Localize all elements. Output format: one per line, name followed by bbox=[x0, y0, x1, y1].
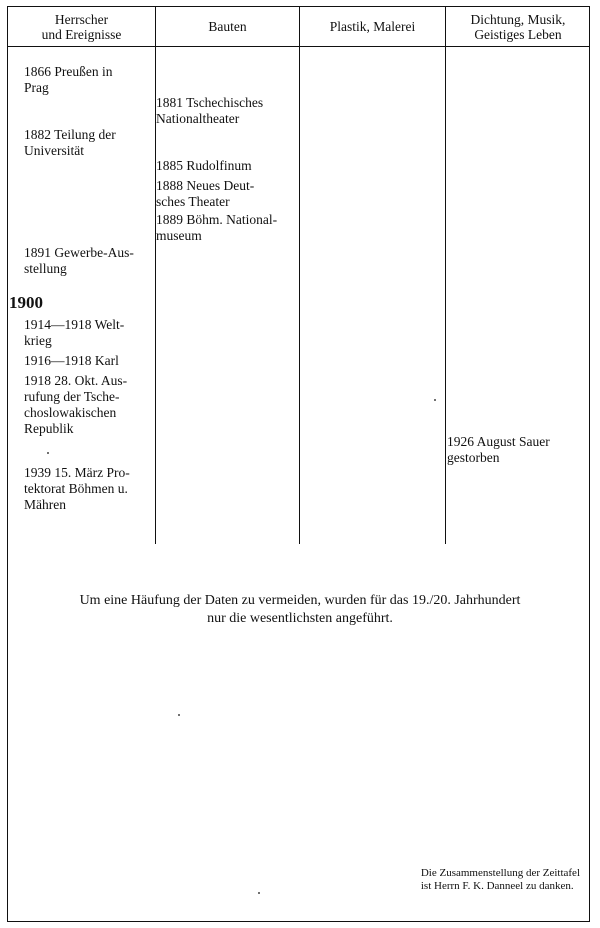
header-literature-music: Dichtung, Musik, Geistiges Leben bbox=[470, 12, 566, 42]
literature-entry: 1926 August Sauer gestorben bbox=[447, 434, 550, 465]
building-entry: 1885 Rudolfinum bbox=[156, 158, 252, 173]
print-speck bbox=[434, 399, 436, 401]
header-rulers-events: Herrscher und Ereignisse bbox=[41, 12, 122, 42]
event-entry: 1916—1918 Karl bbox=[24, 353, 119, 368]
header-sculpture-painting: Plastik, Malerei bbox=[329, 19, 416, 34]
event-entry: 1891 Gewerbe-Aus- stellung bbox=[24, 245, 134, 276]
event-entry: 1882 Teilung der Universität bbox=[24, 127, 116, 158]
print-speck bbox=[47, 452, 49, 454]
column-divider-3 bbox=[445, 6, 446, 544]
print-speck bbox=[178, 714, 180, 716]
year-marker: 1900 bbox=[9, 293, 43, 312]
header-buildings: Bauten bbox=[208, 19, 247, 34]
print-speck bbox=[258, 892, 260, 894]
event-entry: 1866 Preußen in Prag bbox=[24, 64, 113, 95]
credit-note: Die Zusammenstellung der Zeittafel ist Herrn F. K. Danneel zu danken. bbox=[420, 867, 580, 892]
column-divider-2 bbox=[299, 6, 300, 544]
building-entry: 1889 Böhm. National- museum bbox=[156, 212, 278, 243]
building-entry: 1888 Neues Deut- sches Theater bbox=[156, 178, 255, 209]
event-entry: 1918 28. Okt. Aus- rufung der Tsche- choslowakischen Republik bbox=[24, 373, 128, 436]
column-divider-1 bbox=[155, 6, 156, 544]
building-entry: 1881 Tschechisches Nationaltheater bbox=[156, 95, 264, 126]
editorial-note: Um eine Häufung der Daten zu vermeiden, wurden für das 19./20. Jahrhundert nur die wesentlichsten angeführt. bbox=[79, 593, 521, 626]
event-entry: 1939 15. März Pro- tektorat Böhmen u. Mähren bbox=[24, 465, 130, 512]
event-entry: 1914—1918 Welt- krieg bbox=[24, 317, 125, 348]
